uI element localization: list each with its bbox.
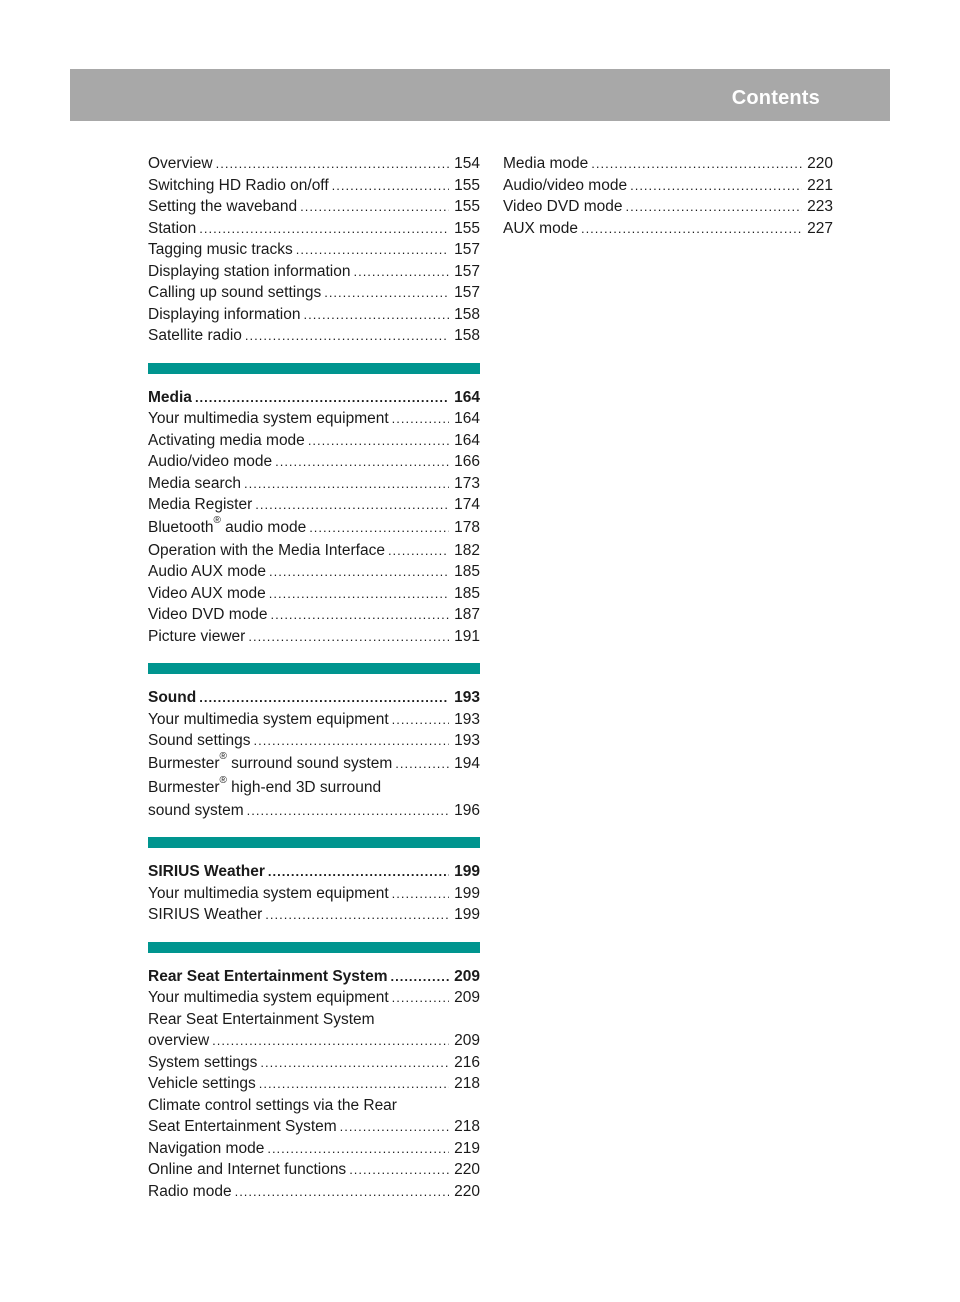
leader-dots [581, 218, 802, 240]
toc-entry[interactable] [148, 752, 480, 776]
entry-title: Media search [148, 474, 242, 492]
entry-page: 220 [454, 1161, 480, 1178]
toc-section-media[interactable] [148, 387, 480, 409]
entry-title: Radio mode [148, 1182, 232, 1200]
entry-page: 227 [807, 219, 833, 237]
page-number: 3 [927, 87, 938, 107]
leader-dots [247, 800, 449, 822]
entry-title: Picture viewer [148, 627, 246, 645]
entry-title: Media mode [503, 155, 589, 172]
entry-page: 216 [454, 1053, 480, 1071]
toc-entry[interactable] [148, 239, 480, 261]
leader-dots [349, 1159, 449, 1181]
entry-title: Video DVD mode [148, 606, 268, 623]
toc-entry[interactable] [148, 451, 480, 473]
section-divider-rse [148, 942, 480, 953]
entry-title: Displaying information [148, 305, 301, 323]
leader-dots [259, 1073, 449, 1095]
entry-page: 164 [454, 410, 480, 427]
toc-entry[interactable] [148, 540, 480, 562]
leader-dots [254, 730, 449, 752]
entry-page: 193 [454, 732, 480, 749]
leader-dots [265, 904, 449, 926]
toc-entry[interactable] [148, 1073, 480, 1095]
entry-title: Burmester® high-end 3D surround [148, 775, 382, 796]
leader-dots [630, 175, 802, 197]
entry-page: 209 [454, 989, 480, 1006]
entry-page: 220 [454, 1182, 480, 1200]
toc-entry-line1[interactable] [148, 776, 480, 800]
entry-page: 187 [454, 606, 480, 623]
toc-entry[interactable] [148, 325, 480, 347]
entry-page: 174 [454, 496, 480, 513]
entry-title: Setting the waveband [148, 198, 298, 215]
section-page: 193 [454, 689, 480, 706]
leader-dots [235, 1181, 449, 1203]
toc-entry-line2[interactable] [148, 800, 480, 822]
leader-dots [275, 451, 449, 473]
entry-title: Your multimedia system equipment [148, 884, 389, 902]
leader-dots [296, 239, 449, 261]
leader-dots [591, 153, 802, 175]
entry-title: Satellite radio [148, 327, 242, 344]
entry-title: Activating media mode [148, 431, 305, 449]
toc-list-sound [148, 709, 480, 752]
leader-dots [255, 494, 449, 516]
leader-dots [244, 473, 449, 495]
leader-dots [392, 987, 449, 1009]
entry-title: Video DVD mode [503, 198, 623, 215]
leader-dots [199, 687, 449, 709]
toc-entry[interactable] [148, 473, 480, 495]
toc-entry-line2[interactable] [148, 1116, 480, 1138]
section-page: 199 [454, 863, 480, 880]
entry-page: 218 [454, 1075, 480, 1092]
entry-title: Video AUX mode [148, 584, 266, 602]
section-title: Rear Seat Entertainment System [148, 967, 388, 985]
leader-dots [392, 408, 449, 430]
section-page: 164 [454, 388, 480, 406]
entry-title: Your multimedia system equipment [148, 410, 389, 427]
entry-title: Vehicle settings [148, 1075, 256, 1092]
toc-section-sirius[interactable] [148, 861, 480, 883]
entry-title: Calling up sound settings [148, 284, 322, 301]
leader-dots [268, 861, 449, 883]
entry-page: 221 [807, 176, 833, 194]
entry-page: 193 [454, 710, 480, 728]
entry-title: Burmester® surround sound system [148, 751, 393, 772]
leader-dots [625, 196, 802, 218]
entry-title: Tagging music tracks [148, 241, 293, 258]
entry-page: 185 [454, 584, 480, 602]
toc-section-rse[interactable] [148, 966, 480, 988]
leader-dots [390, 966, 449, 988]
toc-right-column [503, 153, 833, 239]
entry-title: Sound settings [148, 732, 251, 749]
entry-title: System settings [148, 1053, 258, 1071]
entry-page: 209 [454, 1032, 480, 1049]
entry-page: 218 [454, 1118, 480, 1135]
entry-title: Audio/video mode [503, 176, 628, 194]
leader-dots [269, 583, 449, 605]
entry-page: 173 [454, 474, 480, 492]
toc-entry[interactable] [148, 604, 480, 626]
leader-dots [269, 561, 449, 583]
toc-list-sirius [148, 883, 480, 926]
section-title: Media [148, 388, 192, 406]
entry-page: 196 [454, 801, 480, 819]
entry-page: 199 [454, 884, 480, 902]
entry-title-cont: overview [148, 1032, 210, 1049]
leader-dots [308, 430, 449, 452]
entry-page: 157 [454, 284, 480, 301]
page-header [70, 69, 938, 121]
entry-title: Media Register [148, 496, 253, 513]
entry-title: Navigation mode [148, 1139, 265, 1157]
toc-entry[interactable] [148, 709, 480, 731]
toc-entry-line2[interactable] [148, 1030, 480, 1052]
toc-entry[interactable] [503, 218, 833, 240]
toc-entry[interactable] [148, 1181, 480, 1203]
entry-title: Displaying station information [148, 262, 351, 280]
toc-left-column [148, 153, 480, 1202]
entry-page: 199 [454, 906, 480, 923]
entry-title: Bluetooth® audio mode [148, 515, 307, 536]
toc-entry[interactable] [148, 730, 480, 752]
leader-dots [324, 282, 449, 304]
page-title: Contents [731, 87, 820, 109]
leader-dots [304, 304, 450, 326]
leader-dots [245, 325, 449, 347]
leader-dots [267, 1138, 449, 1160]
entry-title: Overview [148, 155, 213, 172]
entry-page: 158 [454, 327, 480, 344]
leader-dots [248, 626, 449, 648]
toc-entry[interactable] [148, 430, 480, 452]
entry-page: 155 [454, 219, 480, 237]
toc-entry[interactable] [148, 1138, 480, 1160]
entry-page: 157 [454, 241, 480, 258]
section-divider-media [148, 363, 480, 374]
entry-title: Your multimedia system equipment [148, 989, 389, 1006]
entry-page: 157 [454, 262, 480, 280]
entry-title: Operation with the Media Interface [148, 541, 385, 559]
toc-entry[interactable] [148, 561, 480, 583]
leader-dots [199, 218, 449, 240]
toc-entry[interactable] [148, 1159, 480, 1181]
toc-entry[interactable] [503, 196, 833, 218]
entry-page: 155 [454, 176, 480, 194]
entry-title: SIRIUS Weather [148, 906, 263, 923]
entry-title-cont: Seat Entertainment System [148, 1118, 337, 1135]
leader-dots [260, 1052, 449, 1074]
toc-entry[interactable] [148, 494, 480, 516]
leader-dots [216, 153, 449, 175]
section-title: SIRIUS Weather [148, 863, 265, 880]
toc-entry[interactable] [148, 196, 480, 218]
leader-dots [332, 175, 449, 197]
leader-dots [353, 261, 449, 283]
entry-title: Rear Seat Entertainment System [148, 1010, 375, 1028]
entry-title: Climate control settings via the Rear [148, 1096, 397, 1114]
toc-entry[interactable] [148, 626, 480, 648]
entry-page: 178 [454, 518, 480, 536]
leader-dots [340, 1116, 449, 1138]
toc-list-intro [148, 153, 480, 347]
toc-entry[interactable] [148, 218, 480, 240]
entry-page: 191 [454, 627, 480, 645]
leader-dots [212, 1030, 449, 1052]
entry-title: Switching HD Radio on/off [148, 176, 329, 194]
section-divider-sirius [148, 837, 480, 848]
entry-page: 166 [454, 453, 480, 470]
toc-entry[interactable] [148, 583, 480, 605]
leader-dots [300, 196, 449, 218]
entry-page: 158 [454, 305, 480, 323]
leader-dots [270, 604, 449, 626]
toc-entry[interactable] [503, 153, 833, 175]
entry-page: 185 [454, 563, 480, 580]
leader-dots [392, 883, 449, 905]
entry-page: 220 [807, 155, 833, 172]
toc-entry[interactable] [148, 261, 480, 283]
toc-entry[interactable] [148, 282, 480, 304]
section-divider-sound [148, 663, 480, 674]
entry-title-cont: sound system [148, 801, 244, 819]
toc-entry[interactable] [148, 883, 480, 905]
entry-page: 164 [454, 431, 480, 449]
entry-title: Audio/video mode [148, 453, 273, 470]
entry-title: Station [148, 219, 197, 237]
toc-entry[interactable] [148, 1052, 480, 1074]
entry-title: Your multimedia system equipment [148, 710, 389, 728]
leader-dots [388, 540, 449, 562]
toc-list-media [148, 408, 480, 647]
leader-dots [309, 516, 449, 540]
entry-page: 154 [454, 155, 480, 172]
leader-dots [392, 709, 449, 731]
toc-entry[interactable] [148, 304, 480, 326]
entry-title: AUX mode [503, 219, 578, 237]
entry-page: 182 [454, 541, 480, 559]
toc-entry[interactable] [148, 175, 480, 197]
toc-entry[interactable] [148, 987, 480, 1009]
entry-title: Audio AUX mode [148, 563, 267, 580]
toc-entry[interactable] [503, 175, 833, 197]
section-title: Sound [148, 689, 197, 706]
entry-page: 155 [454, 198, 480, 215]
leader-dots [195, 387, 449, 409]
section-page: 209 [454, 967, 480, 985]
toc-entry[interactable] [148, 153, 480, 175]
entry-page: 223 [807, 198, 833, 215]
toc-section-sound[interactable] [148, 687, 480, 709]
toc-entry[interactable] [148, 408, 480, 430]
toc-entry[interactable] [148, 904, 480, 926]
toc-list-right [503, 153, 833, 239]
leader-dots [395, 752, 449, 776]
toc-entry[interactable] [148, 516, 480, 540]
toc-entry-line1[interactable] [148, 1095, 480, 1117]
entry-page: 219 [454, 1139, 480, 1157]
entry-title: Online and Internet functions [148, 1161, 347, 1178]
entry-page: 194 [454, 754, 480, 772]
toc-entry-line1[interactable] [148, 1009, 480, 1031]
